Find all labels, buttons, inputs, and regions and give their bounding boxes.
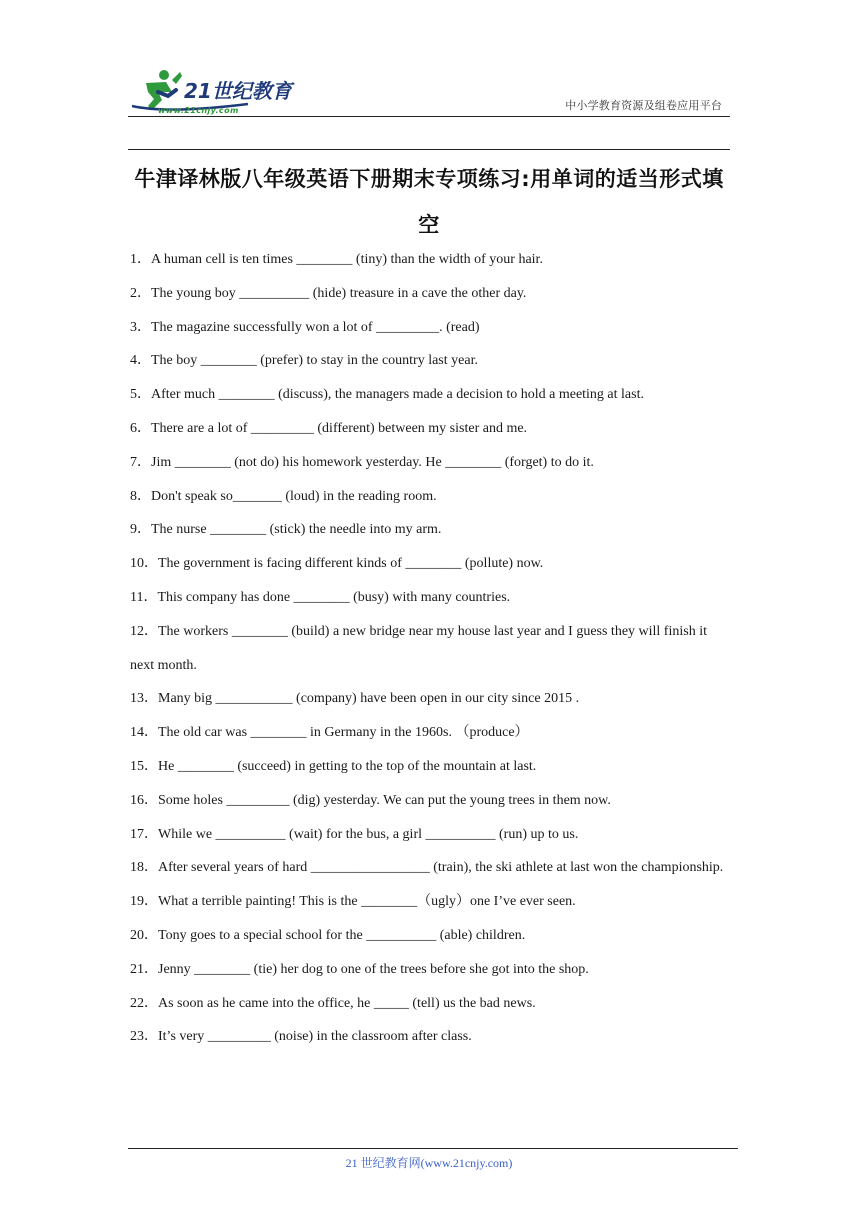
document-title: 牛津译林版八年级英语下册期末专项练习:用单词的适当形式填空 [134, 167, 724, 237]
logo-wordmark: 21世纪教育 [184, 79, 292, 103]
question-list [130, 243, 730, 1054]
question-item: 22．As soon as he came into the office, he _____ (tell) us the bad news. [130, 995, 536, 1011]
footer-link[interactable]: 21 世纪教育网(www.21cnjy.com) [345, 1156, 513, 1170]
question-item: 8．Don't speak so_______ (loud) in the reading room. [130, 488, 437, 504]
question-item: 18．After several years of hard _________________ (train), the ski athlete at last won the championship. [130, 860, 724, 876]
question-item: 15．He ________ (succeed) in getting to the top of the mountain at last. [130, 758, 537, 774]
question-item: 6．There are a lot of _________ (different) between my sister and me. [130, 420, 528, 436]
question-item: 16．Some holes _________ (dig) yesterday. We can put the young trees in them now. [130, 792, 611, 808]
question-item: 11．This company has done ________ (busy) with many countries. [130, 589, 511, 605]
question-item: 9．The nurse ________ (stick) the needle into my arm. [130, 522, 442, 538]
site-logo [128, 66, 303, 116]
question-item: 7．Jim ________ (not do) his homework yesterday. He ________ (forget) to do it. [130, 454, 594, 470]
question-item: 19．What a terrible painting! This is the ________（ugly）one I’ve ever seen. [130, 894, 576, 910]
header-divider [128, 116, 730, 117]
question-item: 12．The workers ________ (build) a new bridge near my house last year and I guess they will finish it next month. [130, 623, 707, 673]
question-item: 23．It’s very _________ (noise) in the classroom after class. [130, 1029, 472, 1045]
question-item: 10．The government is facing different kinds of ________ (pollute) now. [130, 556, 544, 572]
question-item: 4．The boy ________ (prefer) to stay in the country last year. [130, 353, 478, 369]
question-item: 1．A human cell is ten times ________ (tiny) than the width of your hair. [130, 252, 543, 267]
title-divider [128, 149, 730, 150]
footer-divider [128, 1148, 738, 1149]
platform-tagline: 中小学教育资源及组卷应用平台 [565, 99, 722, 112]
question-item: 17．While we __________ (wait) for the bus, a girl __________ (run) up to us. [130, 826, 579, 842]
question-item: 13．Many big ___________ (company) have been open in our city since 2015 . [130, 691, 580, 707]
question-item: 2．The young boy __________ (hide) treasure in a cave the other day. [130, 285, 527, 301]
page-header [128, 66, 730, 116]
logo-url: www.21cnjy.com [158, 106, 239, 115]
question-item: 21．Jenny ________ (tie) her dog to one of the trees before she got into the shop. [130, 961, 589, 977]
question-item: 3．The magazine successfully won a lot of _________. (read) [130, 319, 480, 335]
question-item: 14．The old car was ________ in Germany in the 1960s. （produce） [130, 725, 529, 741]
question-item: 5．After much ________ (discuss), the managers made a decision to hold a meeting at last. [130, 387, 644, 403]
question-item: 20．Tony goes to a special school for the __________ (able) children. [130, 927, 526, 943]
